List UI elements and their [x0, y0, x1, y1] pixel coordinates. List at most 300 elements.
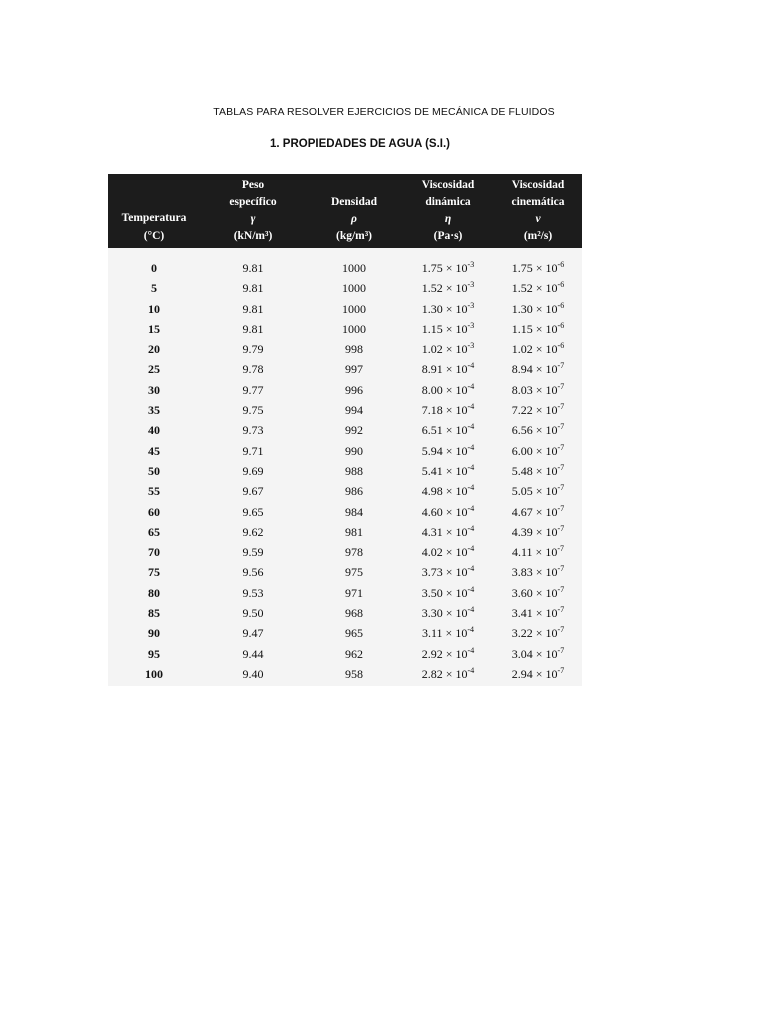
cell-kinematic-viscosity: [494, 562, 582, 582]
table-row: [108, 502, 582, 522]
cell-specific-weight: 9.75: [242, 403, 264, 418]
header-density-symbol: ρ: [351, 213, 357, 225]
cell-kinematic-viscosity: [494, 583, 582, 603]
cell-kinematic-viscosity-exponent: -7: [557, 605, 565, 615]
cell-temperature: 75: [148, 565, 160, 580]
cell-kinematic-viscosity-exponent: -7: [557, 361, 565, 371]
cell-dynamic-viscosity-mantissa: 3.50: [421, 585, 443, 600]
cell-kinematic-viscosity-times: ×: [535, 382, 543, 397]
cell-dynamic-viscosity-mantissa: 1.15: [421, 321, 443, 336]
cell-kinematic-viscosity: [494, 420, 582, 440]
cell-temperature: 100: [145, 666, 163, 681]
cell-kinematic-viscosity-times: ×: [535, 281, 543, 296]
table-body: [108, 258, 582, 684]
cell-kinematic-viscosity-mantissa: 1.75: [511, 261, 533, 275]
header-kinematic-viscosity: [494, 174, 582, 248]
table-row: [108, 380, 582, 400]
cell-kinematic-viscosity-times: ×: [535, 484, 543, 499]
cell-kinematic-viscosity-base: 10: [545, 382, 558, 397]
cell-dynamic-viscosity-exponent: -4: [467, 361, 475, 371]
table-row: [108, 562, 582, 582]
cell-dynamic-viscosity-base: 10: [455, 504, 468, 519]
cell-dynamic-viscosity-exponent: -3: [467, 280, 475, 290]
cell-kinematic-viscosity-exponent: -7: [557, 442, 565, 452]
cell-kinematic-viscosity-base: 10: [545, 545, 558, 560]
cell-dynamic-viscosity-base: 10: [455, 281, 468, 296]
cell-kinematic-viscosity-times: ×: [535, 606, 543, 621]
cell-kinematic-viscosity-mantissa: 5.05: [511, 484, 533, 499]
cell-dynamic-viscosity: [402, 502, 494, 522]
cell-kinematic-viscosity-mantissa: 3.04: [511, 646, 533, 661]
cell-dynamic-viscosity: [402, 258, 494, 278]
cell-kinematic-viscosity-mantissa: 3.60: [511, 585, 533, 600]
cell-kinematic-viscosity: [494, 623, 582, 643]
cell-kinematic-viscosity-exponent: -6: [557, 320, 565, 330]
cell-kinematic-viscosity-base: 10: [545, 403, 558, 418]
cell-dynamic-viscosity-mantissa: 3.73: [421, 565, 443, 580]
cell-kinematic-viscosity-mantissa: 7.22: [511, 403, 533, 418]
cell-kinematic-viscosity-base: 10: [545, 443, 558, 458]
cell-kinematic-viscosity-mantissa: 3.22: [511, 626, 533, 641]
cell-dynamic-viscosity-exponent: -4: [467, 544, 475, 554]
cell-dynamic-viscosity: [402, 299, 494, 319]
cell-density: 990: [345, 443, 363, 458]
cell-dynamic-viscosity: [402, 623, 494, 643]
cell-kinematic-viscosity-exponent: -7: [557, 523, 565, 533]
table-row: [108, 522, 582, 542]
cell-kinematic-viscosity-exponent: -7: [557, 625, 565, 635]
cell-kinematic-viscosity-base: 10: [545, 261, 558, 275]
cell-dynamic-viscosity: [402, 481, 494, 501]
table-row: [108, 278, 582, 298]
cell-density: 996: [345, 382, 363, 397]
cell-specific-weight: 9.81: [242, 281, 264, 296]
cell-temperature: 30: [148, 382, 160, 397]
cell-temperature: 60: [148, 504, 160, 519]
cell-dynamic-viscosity-exponent: -4: [467, 625, 474, 635]
cell-density: 968: [345, 606, 363, 621]
cell-specific-weight: 9.50: [242, 606, 264, 621]
cell-kinematic-viscosity-base: 10: [545, 646, 558, 661]
cell-density: 978: [345, 545, 363, 560]
cell-dynamic-viscosity: [402, 664, 494, 684]
cell-dynamic-viscosity-times: ×: [445, 626, 453, 641]
cell-dynamic-viscosity-exponent: -3: [467, 300, 475, 310]
cell-dynamic-viscosity-times: ×: [445, 301, 453, 316]
cell-specific-weight: 9.78: [242, 362, 264, 377]
cell-kinematic-viscosity-exponent: -7: [557, 422, 565, 432]
cell-kinematic-viscosity-mantissa: 4.11: [511, 545, 533, 560]
cell-dynamic-viscosity-times: ×: [445, 504, 453, 519]
cell-specific-weight: 9.56: [242, 565, 264, 580]
cell-dynamic-viscosity-mantissa: 5.41: [421, 463, 443, 478]
cell-kinematic-viscosity-base: 10: [545, 301, 558, 316]
cell-kinematic-viscosity-base: 10: [545, 666, 558, 681]
cell-kinematic-viscosity: [494, 258, 582, 278]
cell-dynamic-viscosity-exponent: -4: [467, 645, 475, 655]
cell-kinematic-viscosity: [494, 380, 582, 400]
cell-kinematic-viscosity-base: 10: [545, 606, 558, 621]
cell-dynamic-viscosity-exponent: -4: [467, 584, 475, 594]
cell-temperature: 90: [148, 626, 160, 641]
table-row: [108, 542, 582, 562]
cell-dynamic-viscosity-mantissa: 1.52: [421, 281, 443, 296]
cell-kinematic-viscosity: [494, 481, 582, 501]
cell-dynamic-viscosity-exponent: -3: [467, 320, 475, 330]
cell-dynamic-viscosity-times: ×: [445, 565, 453, 580]
header-kinematic-viscosity-label-1: Viscosidad: [511, 179, 565, 191]
cell-dynamic-viscosity-times: ×: [445, 321, 453, 336]
cell-density: 992: [345, 423, 363, 438]
cell-dynamic-viscosity-base: 10: [455, 321, 468, 336]
cell-dynamic-viscosity-mantissa: 2.92: [421, 646, 443, 661]
cell-dynamic-viscosity-exponent: -4: [467, 605, 475, 615]
cell-dynamic-viscosity-mantissa: 5.94: [421, 443, 443, 458]
cell-kinematic-viscosity: [494, 664, 582, 684]
cell-kinematic-viscosity-base: 10: [545, 342, 558, 357]
cell-specific-weight: 9.59: [242, 545, 264, 560]
cell-kinematic-viscosity-exponent: -6: [557, 341, 565, 351]
water-properties-table: [108, 174, 582, 686]
header-dynamic-viscosity-symbol: η: [444, 213, 452, 225]
table-row: [108, 441, 582, 461]
cell-density: 994: [345, 403, 363, 418]
cell-specific-weight: 9.67: [242, 484, 264, 499]
cell-kinematic-viscosity: [494, 542, 582, 562]
header-density-label: Densidad: [330, 196, 378, 208]
cell-kinematic-viscosity: [494, 461, 582, 481]
header-dynamic-viscosity-unit: (Pa·s): [433, 230, 463, 242]
cell-kinematic-viscosity-times: ×: [535, 585, 543, 600]
cell-dynamic-viscosity-mantissa: 4.98: [421, 484, 443, 499]
table-row: [108, 339, 582, 359]
cell-dynamic-viscosity-mantissa: 7.18: [421, 403, 443, 418]
cell-kinematic-viscosity: [494, 278, 582, 298]
cell-kinematic-viscosity-mantissa: 4.67: [511, 504, 533, 519]
cell-kinematic-viscosity-times: ×: [535, 261, 543, 275]
cell-kinematic-viscosity-times: ×: [535, 524, 543, 539]
cell-specific-weight: 9.44: [242, 646, 264, 661]
cell-kinematic-viscosity-base: 10: [545, 463, 558, 478]
cell-specific-weight: 9.47: [242, 626, 264, 641]
table-row: [108, 644, 582, 664]
cell-dynamic-viscosity-mantissa: 4.31: [421, 524, 443, 539]
cell-dynamic-viscosity: [402, 562, 494, 582]
cell-dynamic-viscosity-mantissa: 2.82: [421, 666, 443, 681]
table-row: [108, 299, 582, 319]
cell-dynamic-viscosity: [402, 583, 494, 603]
cell-kinematic-viscosity-times: ×: [535, 504, 543, 519]
cell-kinematic-viscosity: [494, 502, 582, 522]
cell-dynamic-viscosity: [402, 278, 494, 298]
table-row: [108, 420, 582, 440]
cell-dynamic-viscosity-times: ×: [445, 423, 453, 438]
header-dynamic-viscosity-label-1: Viscosidad: [421, 179, 475, 191]
cell-specific-weight: 9.79: [242, 342, 264, 357]
cell-specific-weight: 9.81: [242, 301, 264, 316]
cell-kinematic-viscosity-mantissa: 3.83: [511, 565, 533, 580]
cell-kinematic-viscosity-mantissa: 8.94: [511, 362, 533, 377]
cell-dynamic-viscosity-base: 10: [455, 423, 468, 438]
cell-kinematic-viscosity-base: 10: [545, 585, 558, 600]
cell-dynamic-viscosity-mantissa: 8.00: [421, 382, 443, 397]
cell-kinematic-viscosity: [494, 400, 582, 420]
cell-dynamic-viscosity: [402, 400, 494, 420]
cell-kinematic-viscosity-base: 10: [545, 626, 558, 641]
document-title: TABLAS PARA RESOLVER EJERCICIOS DE MECÁNICA DE FLUIDOS: [213, 106, 555, 118]
cell-temperature: 0: [151, 261, 157, 275]
cell-dynamic-viscosity-base: 10: [455, 626, 468, 641]
cell-dynamic-viscosity-mantissa: 1.30: [421, 301, 443, 316]
cell-dynamic-viscosity-mantissa: 1.02: [421, 342, 443, 357]
section-title: 1. PROPIEDADES DE AGUA (S.I.): [270, 138, 450, 150]
cell-dynamic-viscosity-exponent: -4: [467, 442, 475, 452]
cell-kinematic-viscosity-exponent: -6: [557, 280, 565, 290]
cell-dynamic-viscosity-base: 10: [455, 342, 468, 357]
cell-kinematic-viscosity-exponent: -7: [557, 381, 565, 391]
cell-kinematic-viscosity-exponent: -6: [557, 300, 565, 310]
cell-kinematic-viscosity-base: 10: [545, 524, 558, 539]
cell-dynamic-viscosity-exponent: -4: [467, 564, 475, 574]
cell-kinematic-viscosity: [494, 299, 582, 319]
cell-dynamic-viscosity-mantissa: 3.11: [421, 626, 443, 641]
cell-dynamic-viscosity-mantissa: 4.60: [421, 504, 443, 519]
cell-kinematic-viscosity-times: ×: [535, 565, 543, 580]
cell-kinematic-viscosity-exponent: -7: [557, 564, 565, 574]
cell-kinematic-viscosity-base: 10: [545, 565, 558, 580]
cell-temperature: 95: [148, 646, 160, 661]
cell-density: 1000: [342, 281, 366, 296]
cell-specific-weight: 9.71: [242, 443, 264, 458]
cell-kinematic-viscosity-times: ×: [535, 545, 543, 560]
cell-dynamic-viscosity: [402, 461, 494, 481]
cell-temperature: 70: [148, 545, 160, 560]
cell-dynamic-viscosity-mantissa: 4.02: [421, 545, 443, 560]
header-specific-weight-label-2: específico: [229, 196, 277, 208]
cell-kinematic-viscosity-exponent: -7: [557, 584, 565, 594]
cell-specific-weight: 9.69: [242, 463, 264, 478]
cell-temperature: 20: [148, 342, 160, 357]
cell-specific-weight: 9.40: [242, 666, 264, 681]
cell-kinematic-viscosity-mantissa: 4.39: [511, 524, 533, 539]
cell-dynamic-viscosity: [402, 420, 494, 440]
cell-kinematic-viscosity-base: 10: [545, 504, 558, 519]
table-row: [108, 481, 582, 501]
cell-kinematic-viscosity-mantissa: 6.56: [511, 423, 533, 438]
cell-density: 1000: [342, 301, 366, 316]
cell-dynamic-viscosity: [402, 441, 494, 461]
cell-kinematic-viscosity-mantissa: 1.30: [511, 301, 533, 316]
header-density: [306, 174, 402, 248]
cell-dynamic-viscosity-exponent: -4: [467, 402, 475, 412]
cell-dynamic-viscosity-base: 10: [455, 382, 468, 397]
cell-dynamic-viscosity-base: 10: [455, 484, 468, 499]
cell-dynamic-viscosity-mantissa: 1.75: [421, 261, 443, 275]
cell-dynamic-viscosity-times: ×: [445, 666, 453, 681]
cell-kinematic-viscosity-base: 10: [545, 423, 558, 438]
cell-dynamic-viscosity-base: 10: [455, 606, 468, 621]
cell-temperature: 15: [148, 321, 160, 336]
cell-temperature: 65: [148, 524, 160, 539]
cell-temperature: 35: [148, 403, 160, 418]
cell-kinematic-viscosity-times: ×: [535, 463, 543, 478]
cell-density: 988: [345, 463, 363, 478]
cell-kinematic-viscosity-times: ×: [535, 646, 543, 661]
cell-kinematic-viscosity-times: ×: [535, 362, 543, 377]
cell-dynamic-viscosity-times: ×: [445, 261, 453, 275]
cell-density: 1000: [342, 261, 366, 275]
header-density-unit: (kg/m³): [335, 230, 373, 242]
cell-dynamic-viscosity-base: 10: [455, 443, 468, 458]
cell-kinematic-viscosity: [494, 441, 582, 461]
table-row: [108, 664, 582, 684]
cell-kinematic-viscosity-times: ×: [535, 301, 543, 316]
cell-dynamic-viscosity-times: ×: [445, 585, 453, 600]
cell-kinematic-viscosity-mantissa: 3.41: [511, 606, 533, 621]
header-temperature-label: Temperatura: [121, 212, 187, 224]
cell-density: 975: [345, 565, 363, 580]
cell-dynamic-viscosity-base: 10: [455, 646, 468, 661]
cell-dynamic-viscosity: [402, 603, 494, 623]
cell-kinematic-viscosity-exponent: -7: [557, 665, 565, 675]
cell-kinematic-viscosity-exponent: -7: [557, 462, 565, 472]
table-header: [108, 174, 582, 248]
cell-temperature: 85: [148, 606, 160, 621]
cell-dynamic-viscosity-mantissa: 8.91: [421, 362, 443, 377]
cell-specific-weight: 9.65: [242, 504, 264, 519]
cell-kinematic-viscosity-exponent: -6: [557, 260, 565, 269]
cell-kinematic-viscosity: [494, 339, 582, 359]
cell-dynamic-viscosity-times: ×: [445, 382, 453, 397]
cell-specific-weight: 9.81: [242, 261, 264, 275]
cell-dynamic-viscosity-times: ×: [445, 606, 453, 621]
cell-kinematic-viscosity-exponent: -7: [557, 544, 564, 554]
cell-temperature: 40: [148, 423, 160, 438]
cell-temperature: 25: [148, 362, 160, 377]
cell-kinematic-viscosity-mantissa: 5.48: [511, 463, 533, 478]
cell-density: 998: [345, 342, 363, 357]
header-specific-weight-unit: (kN/m³): [233, 230, 273, 242]
header-specific-weight: [200, 174, 306, 248]
cell-dynamic-viscosity-times: ×: [445, 443, 453, 458]
table-row: [108, 623, 582, 643]
cell-kinematic-viscosity-times: ×: [535, 443, 543, 458]
cell-dynamic-viscosity-times: ×: [445, 403, 453, 418]
cell-dynamic-viscosity: [402, 319, 494, 339]
cell-dynamic-viscosity-base: 10: [455, 403, 468, 418]
table-row: [108, 583, 582, 603]
cell-kinematic-viscosity-mantissa: 1.15: [511, 321, 533, 336]
cell-specific-weight: 9.62: [242, 524, 264, 539]
cell-dynamic-viscosity-base: 10: [455, 362, 468, 377]
cell-density: 986: [345, 484, 363, 499]
cell-dynamic-viscosity: [402, 380, 494, 400]
cell-kinematic-viscosity-base: 10: [545, 484, 558, 499]
cell-dynamic-viscosity: [402, 542, 494, 562]
cell-dynamic-viscosity-exponent: -4: [467, 503, 475, 513]
cell-density: 981: [345, 524, 363, 539]
cell-kinematic-viscosity-mantissa: 1.02: [511, 342, 533, 357]
cell-kinematic-viscosity-times: ×: [535, 342, 543, 357]
cell-dynamic-viscosity-exponent: -4: [467, 483, 475, 493]
cell-kinematic-viscosity-base: 10: [545, 362, 558, 377]
cell-dynamic-viscosity-times: ×: [445, 463, 453, 478]
cell-dynamic-viscosity-exponent: -4: [467, 523, 475, 533]
header-kinematic-viscosity-unit: (m²/s): [523, 230, 553, 242]
header-temperature: [108, 174, 200, 248]
header-kinematic-viscosity-symbol: ν: [535, 213, 541, 225]
cell-dynamic-viscosity: [402, 339, 494, 359]
cell-density: 958: [345, 666, 363, 681]
table-row: [108, 400, 582, 420]
cell-dynamic-viscosity-times: ×: [445, 362, 453, 377]
cell-dynamic-viscosity-exponent: -3: [467, 260, 475, 269]
cell-dynamic-viscosity-base: 10: [455, 545, 468, 560]
cell-dynamic-viscosity-times: ×: [445, 484, 453, 499]
cell-kinematic-viscosity-times: ×: [535, 403, 543, 418]
cell-dynamic-viscosity: [402, 644, 494, 664]
cell-kinematic-viscosity-mantissa: 6.00: [511, 443, 533, 458]
cell-kinematic-viscosity: [494, 522, 582, 542]
cell-dynamic-viscosity-times: ×: [445, 524, 453, 539]
table-row: [108, 359, 582, 379]
cell-dynamic-viscosity-base: 10: [455, 301, 468, 316]
cell-specific-weight: 9.73: [242, 423, 264, 438]
cell-kinematic-viscosity-exponent: -7: [557, 645, 565, 655]
cell-dynamic-viscosity-times: ×: [445, 281, 453, 296]
cell-dynamic-viscosity-mantissa: 6.51: [421, 423, 443, 438]
cell-kinematic-viscosity-exponent: -7: [557, 503, 565, 513]
cell-kinematic-viscosity-times: ×: [535, 626, 543, 641]
cell-dynamic-viscosity-base: 10: [455, 565, 468, 580]
cell-dynamic-viscosity-base: 10: [455, 524, 468, 539]
cell-temperature: 45: [148, 443, 160, 458]
cell-dynamic-viscosity-exponent: -4: [467, 665, 475, 675]
cell-temperature: 80: [148, 585, 160, 600]
cell-kinematic-viscosity-times: ×: [535, 666, 543, 681]
cell-density: 962: [345, 646, 363, 661]
cell-kinematic-viscosity: [494, 359, 582, 379]
cell-density: 1000: [342, 321, 366, 336]
cell-dynamic-viscosity-exponent: -4: [467, 462, 475, 472]
cell-density: 971: [345, 585, 363, 600]
cell-dynamic-viscosity-times: ×: [445, 342, 453, 357]
cell-dynamic-viscosity-base: 10: [455, 666, 468, 681]
cell-specific-weight: 9.77: [242, 382, 264, 397]
cell-kinematic-viscosity: [494, 603, 582, 623]
cell-specific-weight: 9.53: [242, 585, 264, 600]
header-dynamic-viscosity: [402, 174, 494, 248]
cell-kinematic-viscosity-exponent: -7: [557, 483, 565, 493]
cell-dynamic-viscosity-mantissa: 3.30: [421, 606, 443, 621]
cell-kinematic-viscosity-exponent: -7: [557, 402, 565, 412]
header-temperature-unit: (°C): [143, 230, 165, 242]
cell-density: 997: [345, 362, 363, 377]
cell-kinematic-viscosity-base: 10: [545, 321, 558, 336]
cell-kinematic-viscosity-times: ×: [535, 423, 543, 438]
header-specific-weight-symbol: γ: [250, 213, 256, 225]
cell-temperature: 5: [151, 281, 157, 296]
table-row: [108, 461, 582, 481]
cell-density: 965: [345, 626, 363, 641]
cell-kinematic-viscosity-mantissa: 1.52: [511, 281, 533, 296]
cell-dynamic-viscosity-times: ×: [445, 545, 453, 560]
table-row: [108, 319, 582, 339]
cell-kinematic-viscosity: [494, 319, 582, 339]
cell-temperature: 10: [148, 301, 160, 316]
cell-kinematic-viscosity-mantissa: 8.03: [511, 382, 533, 397]
cell-kinematic-viscosity-mantissa: 2.94: [511, 666, 533, 681]
